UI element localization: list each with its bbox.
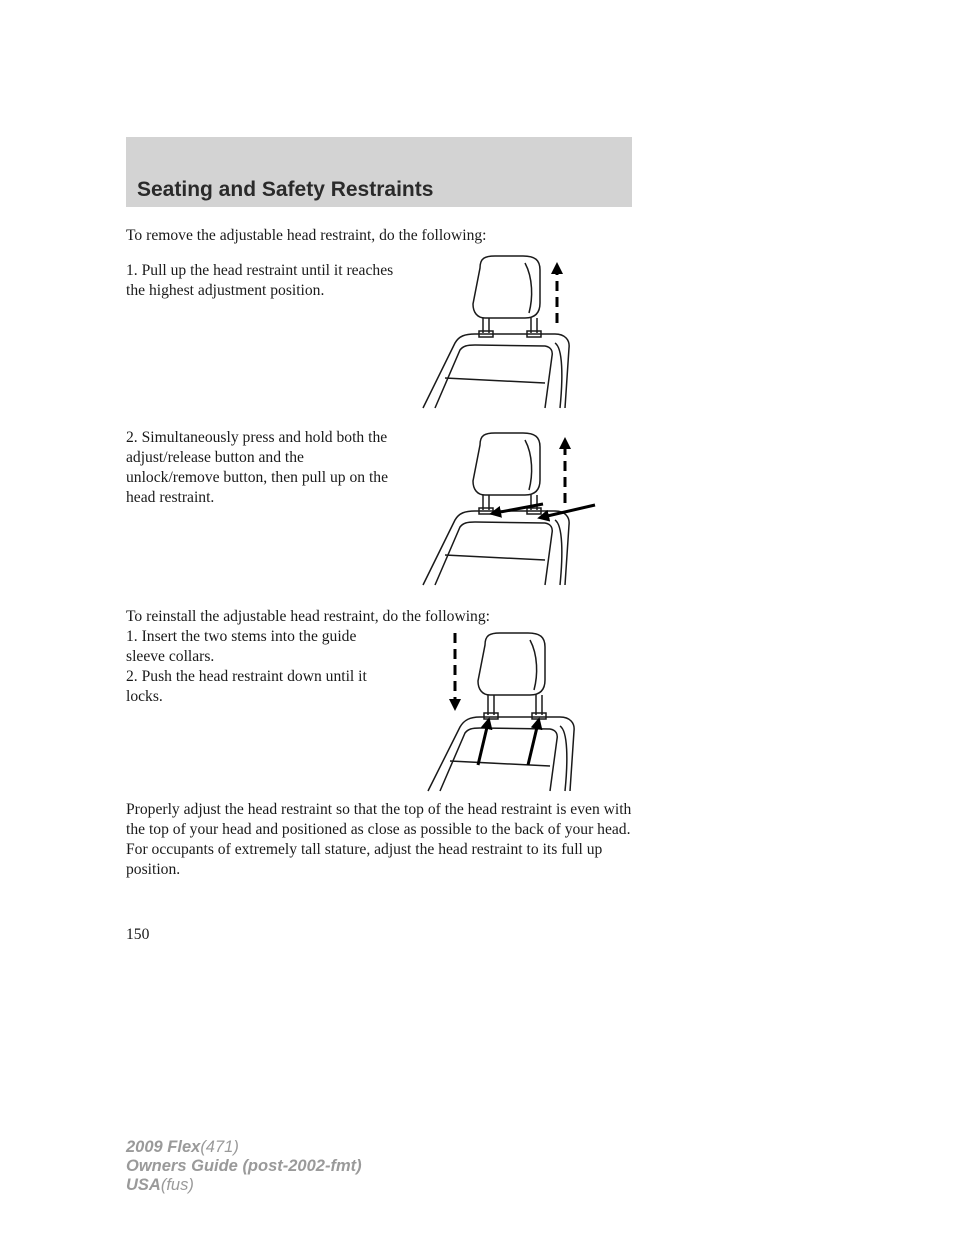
document-footer — [126, 1138, 362, 1195]
reinstall-intro: To reinstall the adjustable head restraint, do the following: — [126, 608, 490, 625]
page-number: 150 — [126, 926, 150, 943]
seat-illustration — [423, 433, 569, 585]
figure-push-down-head-restraint — [410, 605, 585, 795]
footer-market: USA — [126, 1176, 161, 1194]
figure-press-buttons-pull-up — [405, 425, 610, 590]
figure-pull-up-head-restraint — [405, 248, 580, 413]
footer-market-code: (fus) — [160, 1176, 194, 1194]
remove-step-1: 1. Pull up the head restraint until it reaches the highest adjustment position. — [126, 262, 394, 299]
insert-arrow-icon — [478, 723, 488, 765]
remove-intro: To remove the adjustable head restraint, do the following: — [126, 227, 487, 244]
reinstall-step-2: 2. Push the head restraint down until it locks. — [126, 668, 367, 705]
remove-step-2: 2. Simultaneously press and hold both the adjust/release button and the unlock/remove button, then pull up on the head restraint. — [126, 429, 389, 506]
footer-model: 2009 Flex — [126, 1138, 201, 1156]
seat-illustration — [423, 256, 569, 408]
section-title: Seating and Safety Restraints — [137, 178, 434, 201]
footer-guide: Owners Guide (post-2002-fmt) — [126, 1157, 362, 1175]
footer-model-code: (471) — [200, 1138, 239, 1156]
adjust-guidance-paragraph: Properly adjust the head restraint so that the top of the head restraint is even with the top of your head and positioned as close as possible to the back of your head. For occupants of extremely tall stature, adjust the head restraint to its full up position. — [126, 801, 632, 878]
seat-illustration — [428, 633, 574, 791]
reinstall-step-1: 1. Insert the two stems into the guide sleeve collars. — [126, 628, 357, 665]
